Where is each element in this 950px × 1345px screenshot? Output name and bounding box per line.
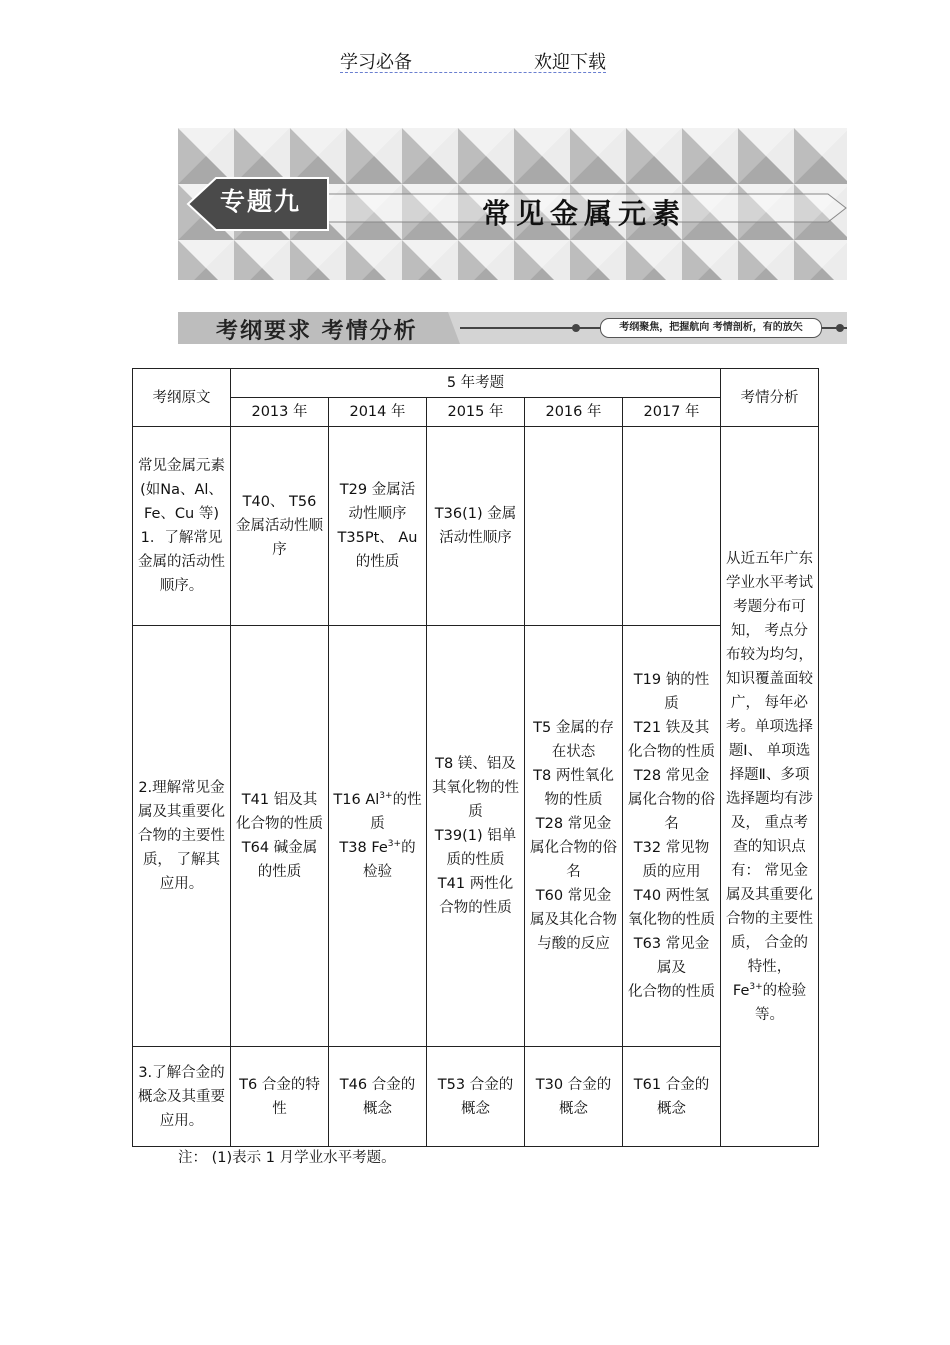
table-row <box>133 626 819 1047</box>
year-2013: 2013 年 <box>231 398 329 427</box>
question-cell: T29 金属活动性顺序 T35Pt、 Au 的性质 <box>329 427 427 626</box>
question-cell <box>623 427 721 626</box>
analysis-tail: 的检验等。 <box>755 982 807 1023</box>
outline-cell: 3.了解合金的概念及其重要应用。 <box>133 1047 231 1147</box>
year-2015: 2015 年 <box>427 398 525 427</box>
question-cell: T61 合金的概念 <box>623 1047 721 1147</box>
section-slogan: 考纲聚焦，把握航向 考情剖析，有的放矢 <box>600 318 822 338</box>
exam-table <box>132 368 819 1147</box>
analysis-fe: Fe <box>732 982 750 999</box>
question-cell: T41 铝及其化合物的性质 T64 碱金属的性质 <box>231 626 329 1047</box>
q-al-tail: 的性质 <box>370 792 422 832</box>
question-cell: T46 合金的概念 <box>329 1047 427 1147</box>
year-2014: 2014 年 <box>329 398 427 427</box>
question-cell: T30 合金的概念 <box>525 1047 623 1147</box>
col-header-years: 5 年考题 <box>231 369 721 398</box>
q-fe-sup: 3+ <box>387 839 402 850</box>
table-row <box>133 1047 819 1147</box>
q-fe-tail: 的检验 <box>363 840 416 880</box>
year-2017: 2017 年 <box>623 398 721 427</box>
question-cell: T53 合金的概念 <box>427 1047 525 1147</box>
col-header-analysis: 考情分析 <box>721 369 819 427</box>
question-cell: T5 金属的存在状态 T8 两性氧化物的性质 T28 常见金属化合物的俗名 T60 常见金属及其化合物与酸的反应 <box>525 626 623 1047</box>
section-label: 考纲要求 考情分析 <box>216 319 418 344</box>
question-cell <box>525 427 623 626</box>
year-2016: 2016 年 <box>525 398 623 427</box>
question-cell <box>329 626 427 1047</box>
topic-badge: 专题九 <box>220 187 302 216</box>
question-cell: T40、 T56 金属活动性顺序 <box>231 427 329 626</box>
header-right: 欢迎下载 <box>534 52 606 73</box>
outline-cell: 2.理解常见金属及其重要化合物的主要性质， 了解其应用。 <box>133 626 231 1047</box>
q-al-sup: 3+ <box>379 791 393 802</box>
analysis-text: 从近五年广东学业水平考试考题分布可知， 考点分布较为均匀， 知识覆盖面较广， 每年必考。单项选择题Ⅰ、 单项选择题Ⅱ、多项选择题均有涉及， 重点考查的知识点有： 常见金属及其重要化合物的主要性质， 合金的特性， <box>726 550 814 975</box>
outline-cell: 常见金属元素(如Na、Al、Fe、Cu 等) 1．了解常见金属的活动性顺序。 <box>133 427 231 626</box>
section-bar <box>178 308 847 348</box>
col-header-outline: 考纲原文 <box>133 369 231 427</box>
question-cell: T19 钠的性质 T21 铁及其化合物的性质 T28 常见金属化合物的俗名 T32 常见物质的应用 T40 两性氢氧化物的性质 T63 常见金属及 化合物的性质 <box>623 626 721 1047</box>
footnote: 注： (1)表示 1 月学业水平考题。 <box>178 1150 396 1166</box>
q-fe: T38 Fe <box>339 840 388 856</box>
analysis-fe-sup: 3+ <box>749 981 763 992</box>
question-cell: T6 合金的特性 <box>231 1047 329 1147</box>
page-header <box>340 46 606 73</box>
table-row <box>133 427 819 626</box>
analysis-cell <box>721 427 819 1147</box>
header-left: 学习必备 <box>340 52 412 73</box>
q-al: T16 Al <box>333 792 380 808</box>
question-cell: T36(1) 金属活动性顺序 <box>427 427 525 626</box>
question-cell: T8 镁、铝及其氧化物的性质 T39(1) 铝单质的性质 T41 两性化合物的性质 <box>427 626 525 1047</box>
topic-title: 常见金属元素 <box>482 197 687 230</box>
